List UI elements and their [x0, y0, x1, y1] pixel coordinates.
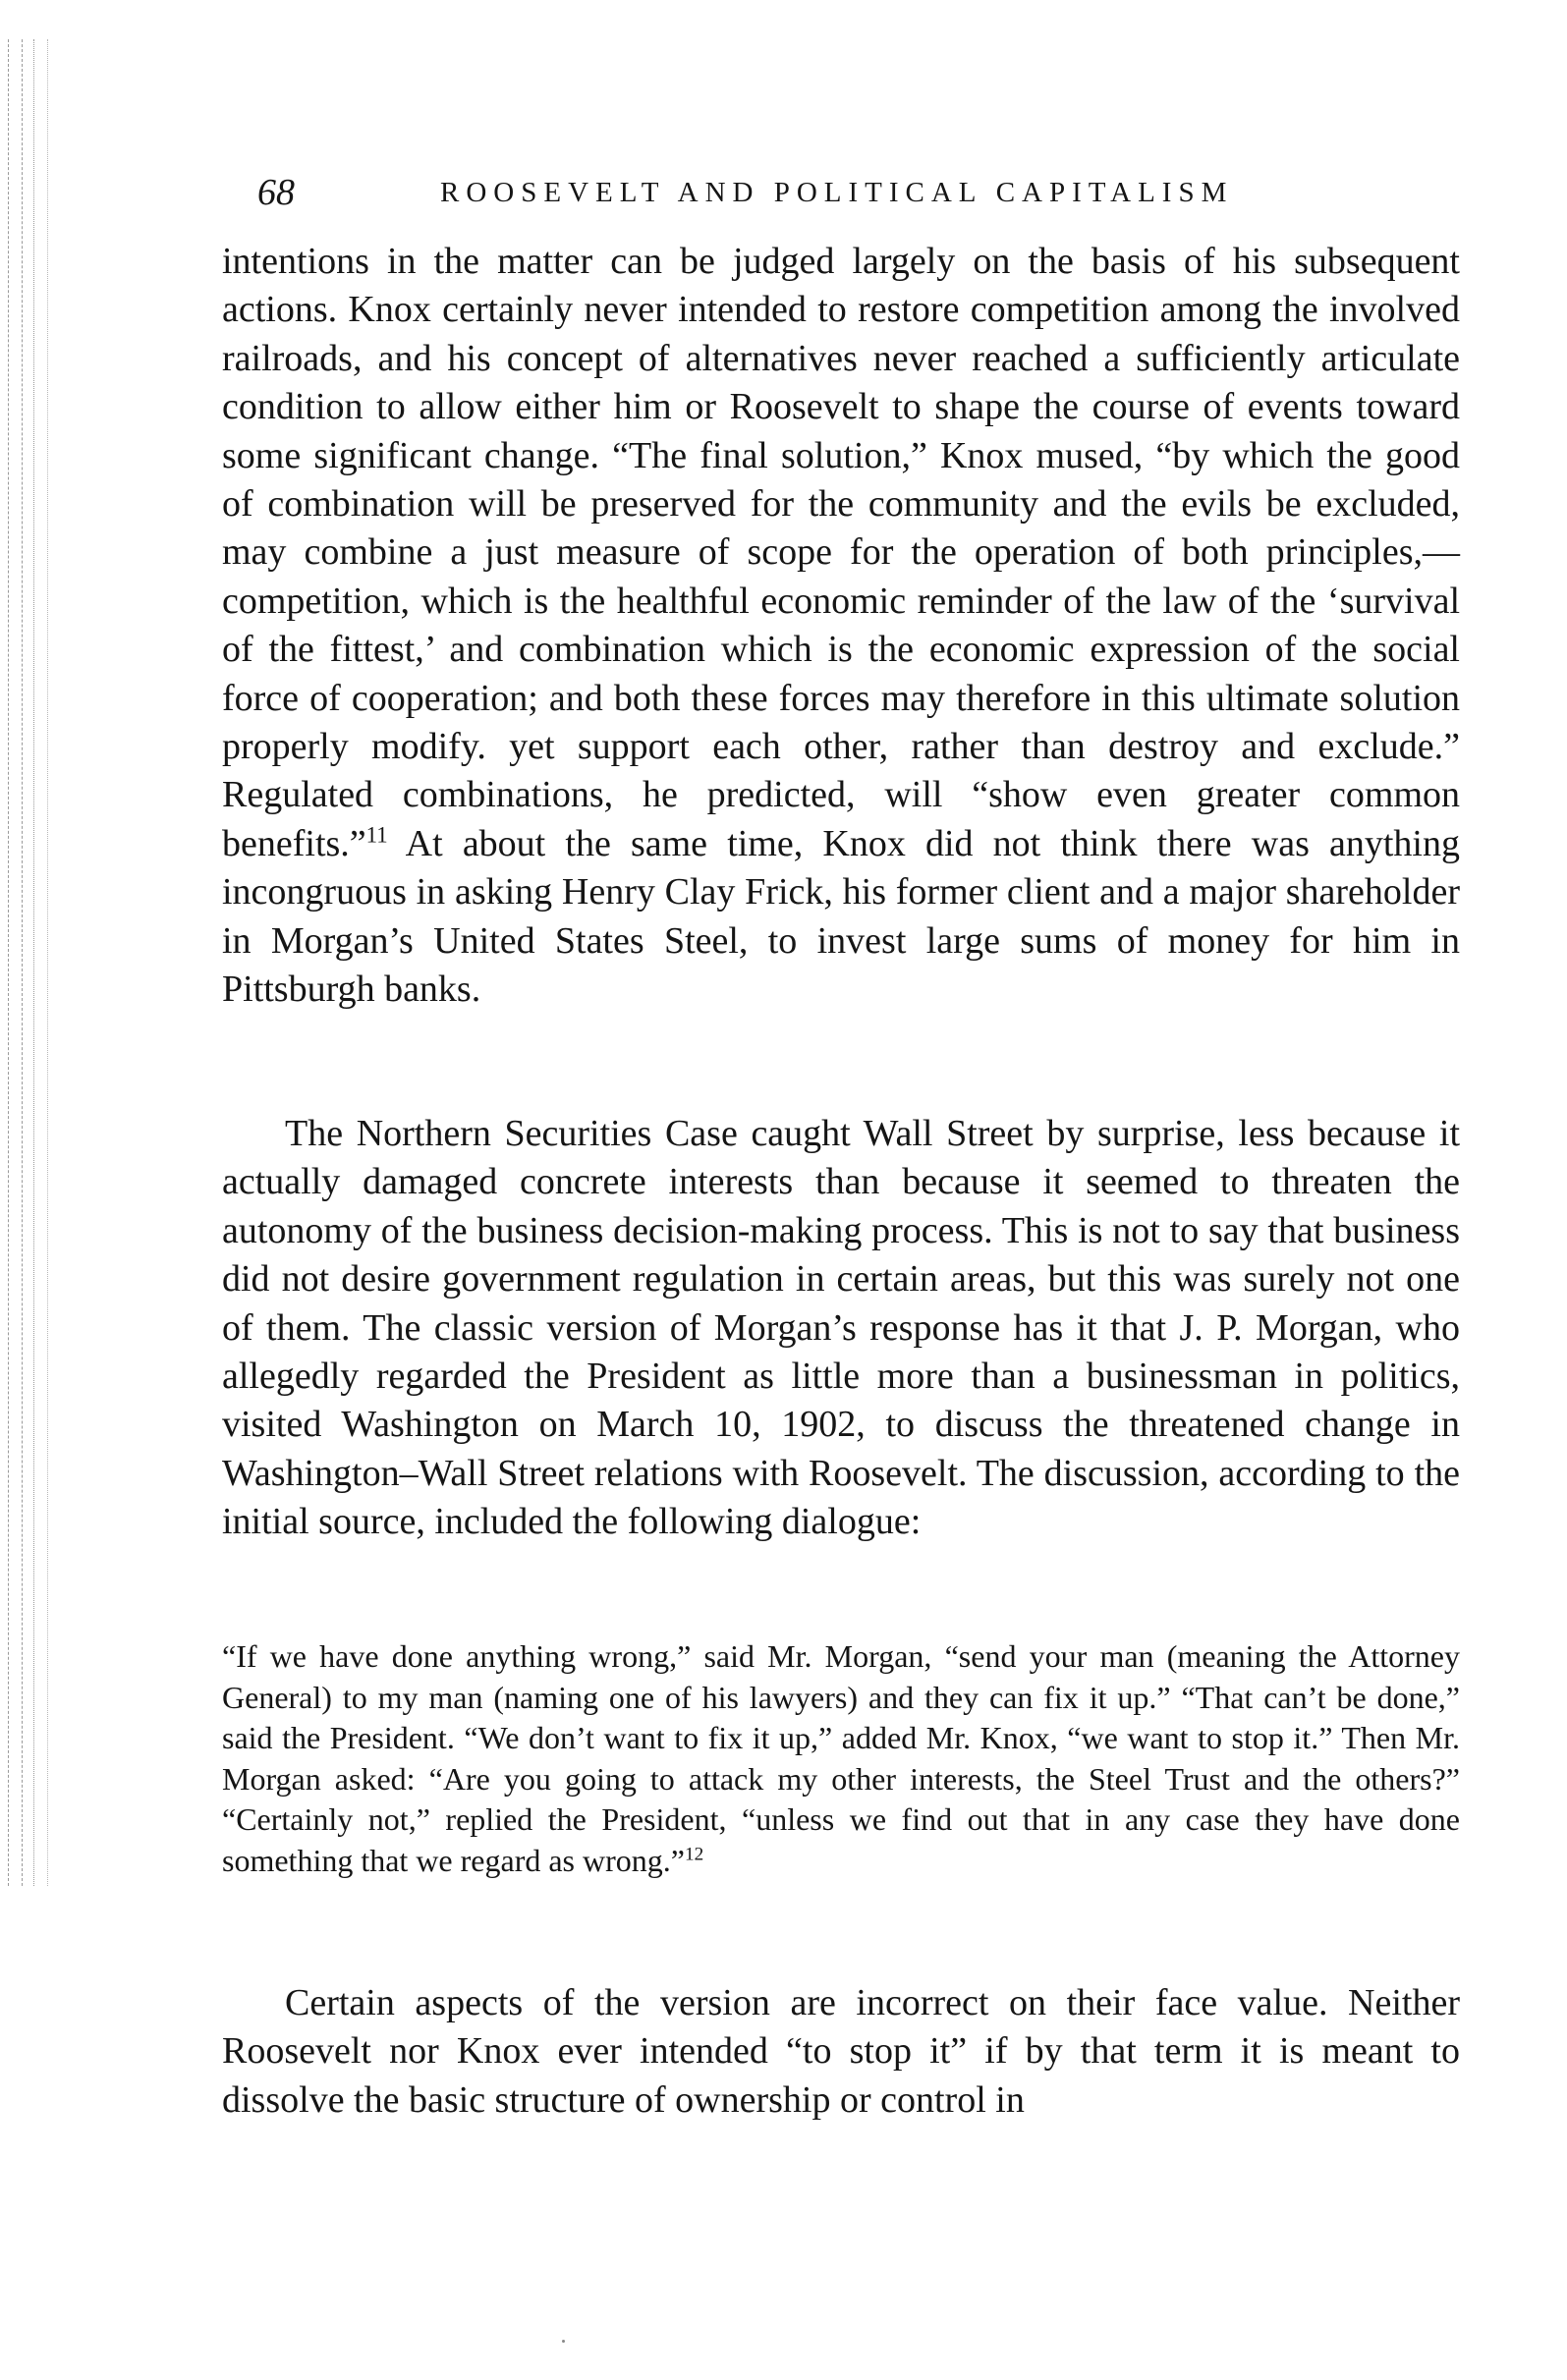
block-quote-text: “If we have done anything wrong,” said Mr. Morgan, “send your man (meaning the Attorney General) to my man (naming one of his lawyers) and they can fix it up.” “That can’t be done,” said the President. “We don’t want to fix it up,” added Mr. Knox, “we want to stop it.” Then Mr. Morgan asked: “Are you going to attack my other interests, the Steel Trust and the others?” “Certainly not,” replied the President, “unless we find out that in any case they have done something that we regard as wrong.” — [222, 1638, 1460, 1878]
paragraph-1-text: intentions in the matter can be judged largely on the basis of his subsequent actions. Knox certainly never intended to restore competition among the involved railroads, and his concept of alternatives never reached a sufficiently articulate condition to allow either him or Roosevelt to shape the course of events toward some significant change. “The final solution,” Knox mused, “by which the good of combination will be preserved for the community and the evils be excluded, may combine a just measure of scope for the operation of both principles,—competition, which is the healthful economic reminder of the law of the ‘survival of the fittest,’ and combination which is the economic expression of the social force of cooperation; and both these forces may therefore in this ultimate solution properly modify. yet support each other, rather than destroy and exclude.” Regulated combinations, he predicted, will “show even greater common benefits.” — [222, 241, 1460, 864]
page-number: 68 — [257, 172, 295, 213]
paragraph-2: The Northern Securities Case caught Wall Street by surprise, less because it actually damaged concrete interests than because it seemed to threaten the autonomy of the business decision-making process. This is not to say that business did not desire government regulation in certain areas, but this was surely not one of them. The classic version of Morgan’s response has it that J. P. Morgan, who allegedly regarded the President as little more than a businessman in politics, visited Washington on March 10, 1902, to discuss the threatened change in Washington–Wall Street relations with Roosevelt. The discussion, according to the initial source, included the following dialogue: — [222, 1113, 1460, 1543]
paragraph-1 — [222, 238, 1460, 1015]
running-head: ROOSEVELT AND POLITICAL CAPITALISM — [440, 177, 1234, 208]
paragraph-1-tail: At about the same time, Knox did not think there was anything incongruous in asking Henry Clay Frick, his former client and a major shareholder in Morgan’s United States Steel, to invest large sums of money for him in Pittsburgh banks. — [222, 822, 1460, 1011]
footnote-ref-11: 11 — [365, 822, 388, 848]
scan-speck — [562, 2340, 565, 2343]
paragraph-3: Certain aspects of the version are incorrect on their face value. Neither Roosevelt nor Knox ever intended “to stop it” if by that term it is meant to dissolve the basic structure of ownership or control in — [222, 1982, 1460, 2121]
scan-binding-edge — [0, 39, 69, 1886]
footnote-ref-12: 12 — [684, 1844, 704, 1865]
block-quote — [222, 1636, 1460, 1882]
page-header — [257, 163, 1436, 222]
